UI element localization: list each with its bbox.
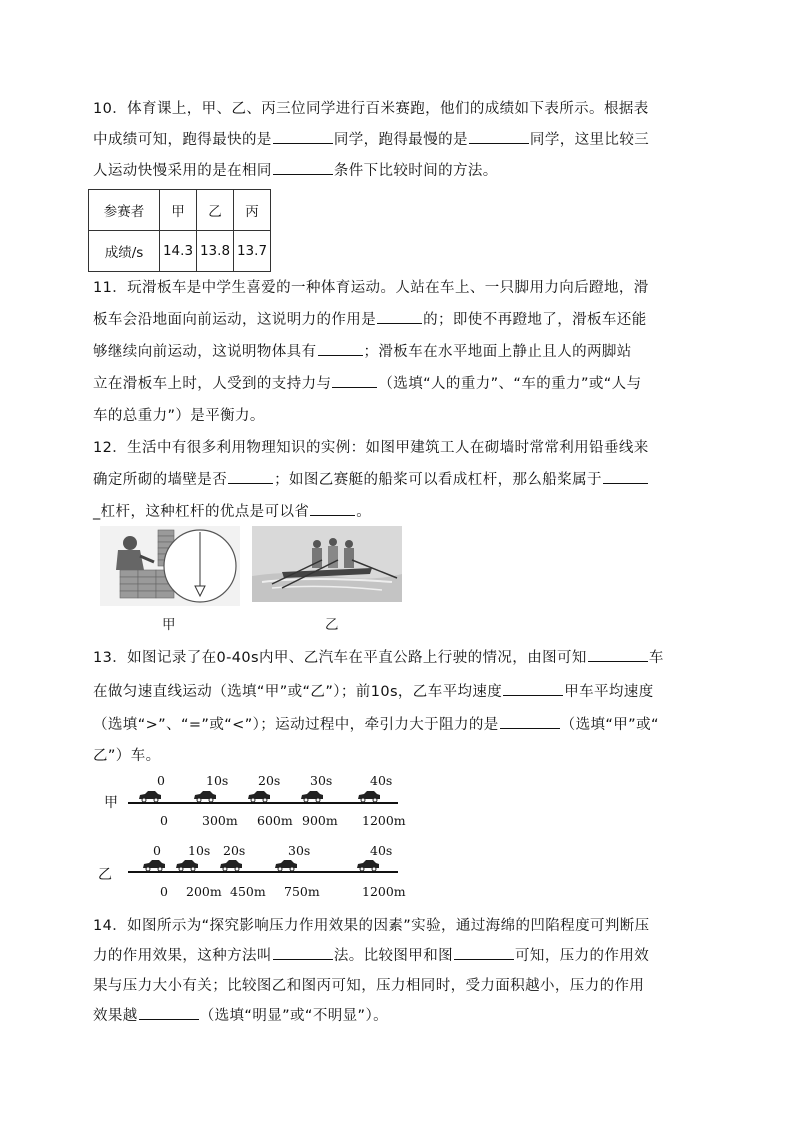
q14-line-4: 效果越 （选填“明显”或“不明显”）。 <box>93 1004 388 1025</box>
q10-line-2: 中成绩可知，跑得最快的是 同学，跑得最慢的是 同学，这里比较三 <box>93 128 649 149</box>
time-label: 30s <box>288 843 311 858</box>
distance-label: 0 <box>160 884 168 899</box>
table-cell: 13.8 <box>197 231 234 272</box>
car-jia-label: 甲 <box>104 795 118 811</box>
table-cell: 13.7 <box>234 231 271 272</box>
car-icon <box>247 790 271 802</box>
table-cell: 丙 <box>234 190 271 231</box>
rowing-boat-figure <box>252 526 402 602</box>
figure-caption-yi: 乙 <box>325 617 339 633</box>
time-label: 20s <box>223 843 246 858</box>
distance-label: 300m <box>202 813 238 828</box>
car-icon <box>175 859 199 871</box>
q11-line-4: 立在滑板车上时，人受到的支持力与 （选填“人的重力”、“车的重力”或“人与 <box>93 372 641 393</box>
answer-blank[interactable] <box>228 469 273 484</box>
car-icon <box>356 859 380 871</box>
q10-line-1: 10．体育课上，甲、乙、丙三位同学进行百米赛跑，他们的成绩如下表所示。根据表 <box>93 101 649 117</box>
q10-line-3: 人运动快慢采用的是在相同 条件下比较时间的方法。 <box>93 159 498 180</box>
q14-line-2: 力的作用效果，这种方法叫 法。比较图甲和图 可知，压力的作用效 <box>93 944 649 965</box>
q11-line-5: 车的总重力”）是平衡力。 <box>93 408 265 424</box>
distance-label: 1200m <box>362 813 406 828</box>
distance-label: 0 <box>160 813 168 828</box>
distance-label: 200m <box>186 884 222 899</box>
table-header-row <box>89 190 271 231</box>
time-label: 10s <box>206 773 229 788</box>
table-cell: 甲 <box>160 190 197 231</box>
answer-blank[interactable] <box>273 945 333 960</box>
table-cell: 成绩/s <box>89 231 160 272</box>
answer-blank[interactable] <box>377 309 422 324</box>
time-label: 10s <box>188 843 211 858</box>
time-label: 40s <box>370 843 393 858</box>
answer-blank[interactable] <box>454 945 514 960</box>
answer-blank[interactable] <box>273 160 333 175</box>
answer-blank[interactable] <box>469 129 529 144</box>
time-label: 40s <box>370 773 393 788</box>
distance-label: 450m <box>230 884 266 899</box>
road-jia <box>128 802 398 804</box>
answer-blank[interactable] <box>603 469 648 484</box>
time-label: 20s <box>258 773 281 788</box>
car-icon <box>193 790 217 802</box>
car-yi-label: 乙 <box>98 867 112 883</box>
table-row <box>89 231 271 272</box>
answer-blank[interactable] <box>588 647 648 662</box>
q13-line-2: 在做匀速直线运动（选填“甲”或“乙”）；前10s，乙车平均速度 甲车平均速度 <box>93 680 654 701</box>
distance-label: 1200m <box>362 884 406 899</box>
q13-line-3: （选填“>”、“=”或“<”）；运动过程中，牵引力大于阻力的是 （选填“甲”或“ <box>93 713 659 734</box>
table-cell: 14.3 <box>160 231 197 272</box>
answer-blank[interactable] <box>310 501 355 516</box>
car-icon <box>300 790 324 802</box>
answer-blank[interactable] <box>318 341 363 356</box>
distance-label: 600m <box>257 813 293 828</box>
answer-blank[interactable] <box>500 714 560 729</box>
q14-line-3: 果与压力大小有关；比较图乙和图丙可知，压力相同时，受力面积越小，压力的作用 <box>93 978 645 994</box>
answer-blank[interactable] <box>139 1005 199 1020</box>
time-label: 0 <box>157 773 165 788</box>
figure-caption-jia: 甲 <box>162 617 176 633</box>
q13-line-1: 13．如图记录了在0-40s内甲、乙汽车在平直公路上行驶的情况，由图可知 车 <box>93 646 664 667</box>
bricklayer-plumb-line-figure <box>100 526 240 606</box>
q12-line-2: 确定所砌的墙壁是否 ；如图乙赛艇的船桨可以看成杠杆，那么船桨属于 <box>93 468 649 489</box>
q12-line-1: 12．生活中有很多利用物理知识的实例：如图甲建筑工人在砌墙时常常利用铅垂线来 <box>93 440 649 456</box>
time-label: 30s <box>310 773 333 788</box>
q11-line-1: 11．玩滑板车是中学生喜爱的一种体育运动。人站在车上、一只脚用力向后蹬地，滑 <box>93 280 649 296</box>
answer-blank[interactable] <box>503 681 563 696</box>
car-icon <box>219 859 243 871</box>
table-cell: 乙 <box>197 190 234 231</box>
time-label: 0 <box>153 843 161 858</box>
answer-blank[interactable] <box>273 129 333 144</box>
distance-label: 900m <box>302 813 338 828</box>
distance-label: 750m <box>284 884 320 899</box>
q11-line-3: 够继续向前运动，这说明物体具有 ；滑板车在水平地面上静止且人的两脚站 <box>93 340 632 361</box>
answer-blank[interactable] <box>332 373 377 388</box>
q14-line-1: 14．如图所示为“探究影响压力作用效果的因素”实验，通过海绵的凹陷程度可判断压 <box>93 918 650 934</box>
q13-line-4: 乙”）车。 <box>93 748 161 764</box>
score-table <box>88 189 271 272</box>
car-icon <box>274 859 298 871</box>
car-icon <box>357 790 381 802</box>
table-cell: 参赛者 <box>89 190 160 231</box>
q11-line-2: 板车会沿地面向前运动，这说明力的作用是 的；即使不再蹬地了，滑板车还能 <box>93 308 647 329</box>
q12-line-3: _杠杆，这种杠杆的优点是可以省 。 <box>93 500 371 521</box>
car-icon <box>142 859 166 871</box>
road-yi <box>128 871 398 873</box>
car-icon <box>138 790 162 802</box>
